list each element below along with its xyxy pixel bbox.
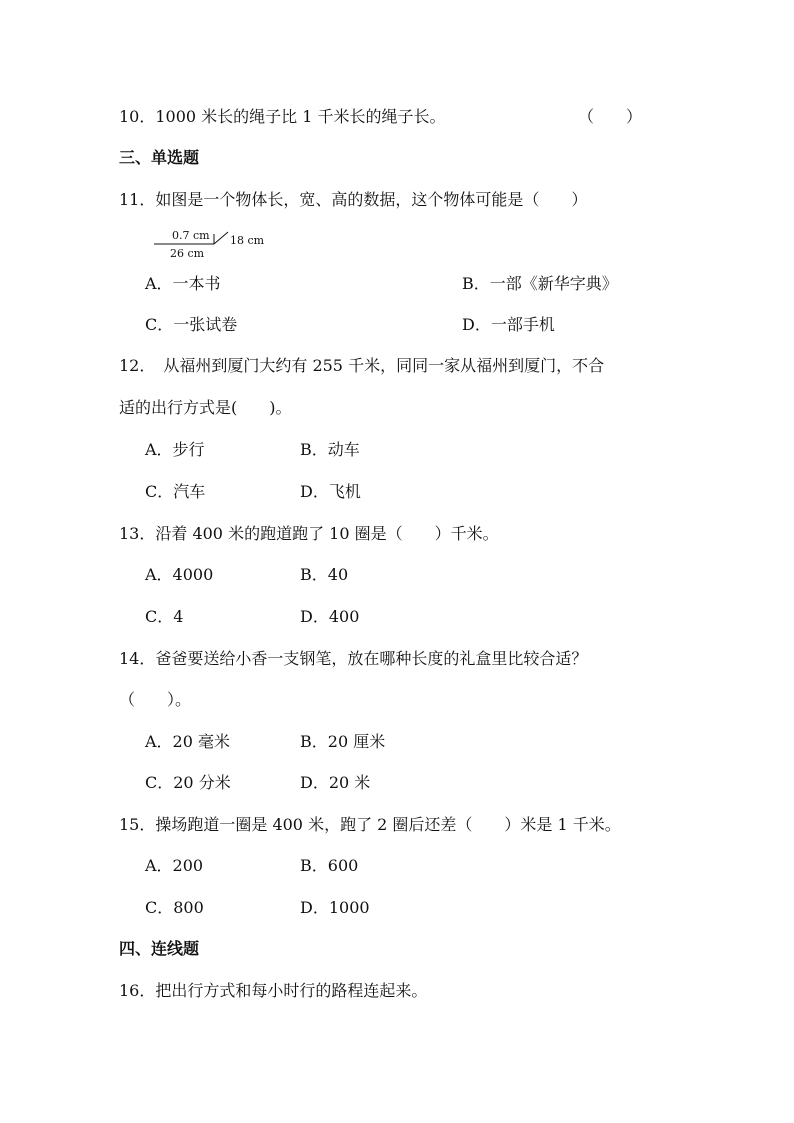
figure-length-label: 26 cm (170, 247, 205, 260)
question-12-stem-line-2: 适的出行方式是( )。 (119, 398, 292, 417)
question-14-stem-line-1: 14．爸爸要送给小香一支钢笔，放在哪种长度的礼盒里比较合适？ (119, 649, 588, 668)
question-10-text: 10．1000 米长的绳子比 1 千米长的绳子长。 (119, 107, 446, 126)
question-14-stem-line-2: （ ）。 (119, 690, 192, 709)
question-12-option-c: C．汽车 (145, 482, 206, 501)
question-11-option-b: B．一部《新华字典》 (462, 274, 618, 293)
section-3-title: 三、单选题 (119, 148, 200, 167)
question-13-option-b: B．40 (300, 565, 349, 584)
question-15-option-b: B．600 (300, 856, 359, 875)
question-15-option-d: D．1000 (300, 898, 370, 917)
question-10-answer-paren: （ ） (578, 107, 643, 126)
section-4-title: 四、连线题 (119, 939, 200, 958)
question-14-option-a: A．20 毫米 (145, 732, 231, 751)
figure-height-label: 18 cm (230, 234, 265, 247)
question-11-option-a: A．一本书 (145, 274, 221, 293)
question-11-option-c: C．一张试卷 (145, 315, 238, 334)
question-15-option-a: A．200 (145, 856, 204, 875)
question-16-stem: 16．把出行方式和每小时行的路程连起来。 (119, 981, 428, 1000)
question-12-option-d: D．飞机 (300, 482, 361, 501)
question-13-option-c: C．4 (145, 607, 184, 626)
question-11-option-d: D．一部手机 (462, 315, 555, 334)
question-15-stem: 15．操场跑道一圈是 400 米，跑了 2 圈后还差（ ）米是 1 千米。 (119, 815, 621, 834)
box-dimensions-figure (150, 224, 280, 266)
question-14-option-b: B．20 厘米 (300, 732, 386, 751)
question-13-stem: 13．沿着 400 米的跑道跑了 10 圈是（ ）千米。 (119, 524, 499, 543)
question-13-option-d: D．400 (300, 607, 360, 626)
question-15-option-c: C．800 (145, 898, 204, 917)
question-12-option-b: B．动车 (300, 440, 360, 459)
question-13-option-a: A．4000 (145, 565, 214, 584)
question-14-option-c: C．20 分米 (145, 773, 231, 792)
question-14-option-d: D．20 米 (300, 773, 371, 792)
question-12-stem-line-1: 12． 从福州到厦门大约有 255 千米，同同一家从福州到厦门，不合 (119, 356, 605, 375)
question-12-option-a: A．步行 (145, 440, 205, 459)
question-11-stem: 11．如图是一个物体长，宽、高的数据，这个物体可能是（ ） (119, 190, 588, 209)
figure-width-label: 0.7 cm (172, 229, 210, 242)
